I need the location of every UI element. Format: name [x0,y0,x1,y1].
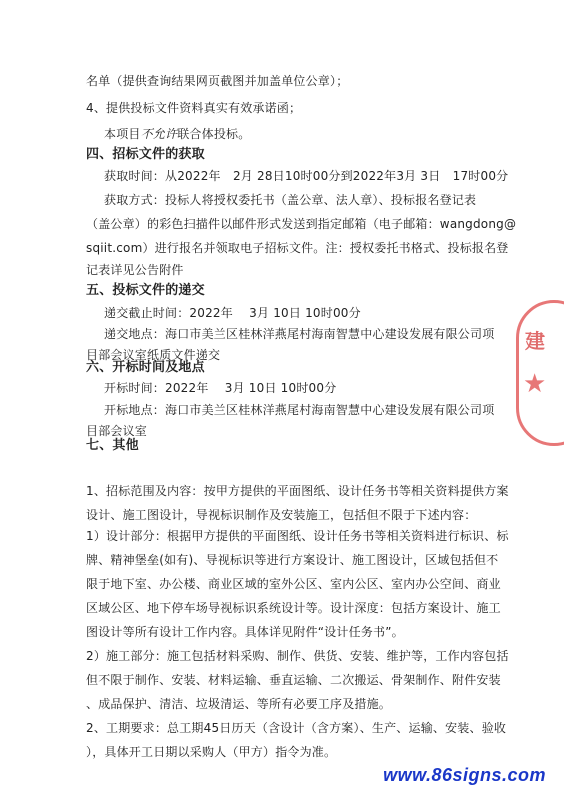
text-line [104,126,250,142]
text-line: 区域公区、地下停车场导视标识系统设计等。设计深度：包括方案设计、施工 [86,601,501,615]
text-line: 设计、施工图设计，导视标识制作及安装施工，包括但不限于下述内容： [86,508,477,522]
text-span: 本项目 [104,127,141,141]
text-line: 1）设计部分：根据甲方提供的平面图纸、设计任务书等相关资料进行标识、标 [86,529,509,543]
text-line: 4、提供投标文件资料真实有效承诺函； [86,101,302,115]
official-seal-stamp [516,300,564,446]
text-line: 名单（提供查询结果网页截图并加盖单位公章）； [86,74,349,88]
text-line: 但不限于制作、安装、材料运输、垂直运输、二次搬运、骨架制作、附件安装 [86,673,501,687]
star-icon: ★ [523,369,547,399]
text-line: ），具体开工日期以采购人（甲方）指令为准。 [86,745,337,759]
section-heading: 五、投标文件的递交 [86,283,205,298]
text-line: 递交截止时间：2022年 3月 10日 10时00分 [104,306,361,320]
text-line: 限于地下室、办公楼、商业区域的室外公区、室内公区、室内办公空间、商业 [86,577,501,591]
section-heading: 四、招标文件的获取 [86,147,205,162]
text-line: 图设计等所有设计工作内容。具体详见附件“设计任务书”。 [86,625,404,639]
section-heading: 七、其他 [86,438,139,453]
text-line: （盖公章）的彩色扫描件以邮件形式发送到指定邮箱（电子邮箱：wangdong@ [86,217,517,231]
text-line: 开标地点：海口市美兰区桂林洋燕尾村海南智慧中心建设发展有限公司项 [104,403,495,417]
text-line: 递交地点：海口市美兰区桂林洋燕尾村海南智慧中心建设发展有限公司项 [104,327,495,341]
text-line: 1、招标范围及内容：按甲方提供的平面图纸、设计任务书等相关资料提供方案 [86,484,509,498]
text-line: 目部会议室纸质文件递交 [86,348,221,362]
text-line: 记表详见公告附件 [86,263,184,277]
text-line: sqiit.com）进行报名并领取电子招标文件。注：授权委托书格式、投标报名登 [86,241,509,255]
stamp-text: 建 [525,329,545,353]
watermark: www.86signs.com [383,765,546,785]
text-line: 、成品保护、清洁、垃圾清运、等所有必要工序及措施。 [86,697,392,711]
text-line: 获取时间：从2022年 2月 28日10时00分到2022年3月 3日 17时00分 [104,169,509,183]
section-heading: 六、开标时间及地点 [86,360,205,375]
text-line: 牌、精神堡垒(如有)、导视标识等进行方案设计、施工图设计，区域包括但不 [86,553,499,567]
emphasis-text: 不允许 [140,127,178,141]
text-line: 目部会议室 [86,424,148,438]
text-line: 获取方式：投标人将授权委托书（盖公章、法人章）、投标报名登记表 [104,193,477,207]
text-line: 2）施工部分：施工包括材料采购、制作、供货、安装、维护等，工作内容包括 [86,649,509,663]
text-line: 开标时间：2022年 3月 10日 10时00分 [104,381,337,395]
text-span: 联合体投标。 [177,127,251,141]
text-line: 2、工期要求：总工期45日历天（含设计（含方案）、生产、运输、安装、验收 [86,721,507,735]
